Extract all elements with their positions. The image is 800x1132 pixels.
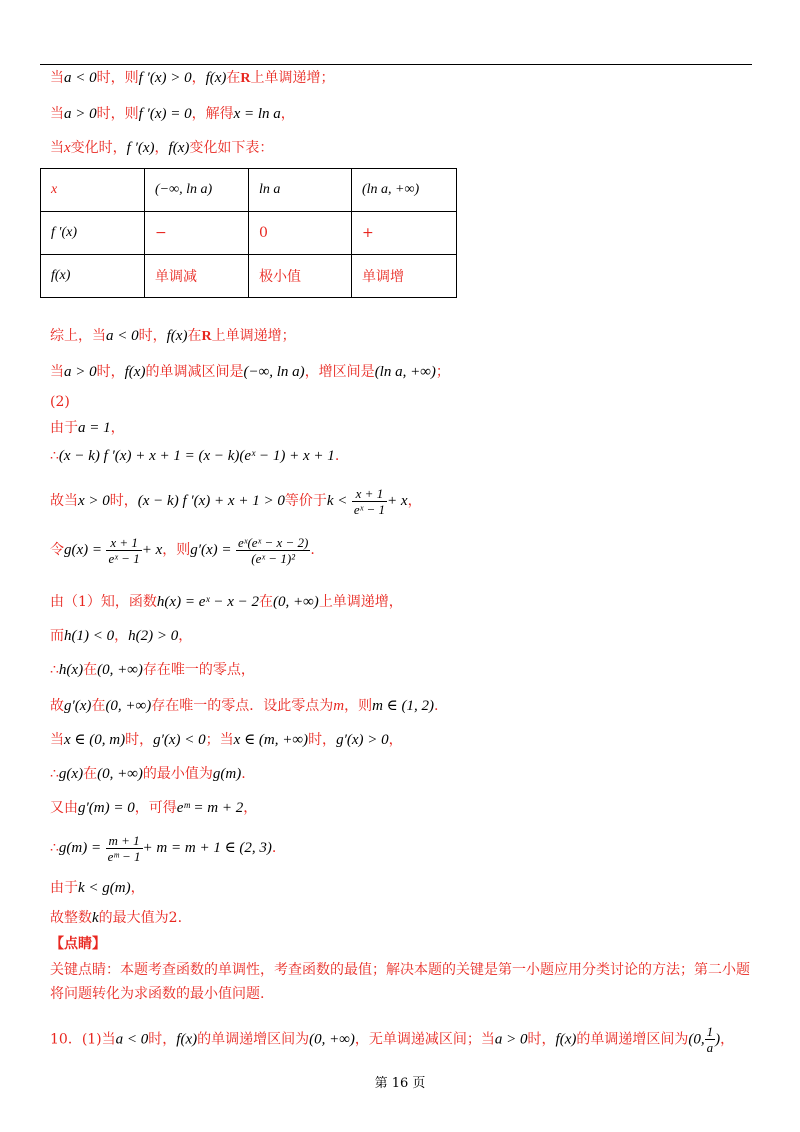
part-2-label: (2) xyxy=(50,394,70,410)
text: 故 xyxy=(50,698,64,714)
table-cell: + xyxy=(352,212,457,255)
math: a < 0 xyxy=(106,328,139,344)
text: 时， xyxy=(148,1031,177,1048)
part2-line-11 xyxy=(50,798,257,818)
fraction xyxy=(236,535,310,566)
numerator: eˣ(eˣ − x − 2) xyxy=(238,534,309,550)
numerator: x + 1 xyxy=(352,486,387,502)
math: x xyxy=(64,140,71,156)
question-10-line xyxy=(50,1024,734,1055)
text: 上单调递增； xyxy=(250,70,335,86)
text: 的最大值为2. xyxy=(98,910,183,926)
part2-line-7 xyxy=(50,660,255,680)
text: 故整数 xyxy=(50,910,92,926)
math: f ′(x) > 0 xyxy=(138,70,192,86)
text: ， xyxy=(130,880,145,896)
text: 由（1）知，函数 xyxy=(50,594,157,610)
part2-line-1 xyxy=(50,418,125,438)
text: 时， xyxy=(527,1031,556,1048)
text: ， xyxy=(243,800,258,816)
text: 由于 xyxy=(50,880,78,896)
text: 时， xyxy=(138,328,167,344)
text: 在 xyxy=(83,662,98,678)
math: g′(x) xyxy=(64,698,92,714)
text: . xyxy=(334,448,340,464)
math: (0, +∞) xyxy=(97,662,143,678)
numerator: x + 1 xyxy=(106,535,141,551)
therefore-symbol: ∴ xyxy=(50,766,59,782)
text: ， xyxy=(110,420,125,436)
text: . xyxy=(271,840,277,856)
text: 故当 xyxy=(50,493,78,509)
part2-line-6 xyxy=(50,626,192,646)
math: x = ln a xyxy=(233,106,281,122)
fraction xyxy=(106,833,143,864)
math: h(2) > 0 xyxy=(128,628,179,644)
table-cell: 单调减 xyxy=(145,255,249,298)
comment-title: 【点睛】 xyxy=(50,936,106,952)
math: h(x) xyxy=(58,662,84,678)
text: ， xyxy=(191,70,206,86)
math: g(m) = xyxy=(58,840,102,856)
summary-line-2 xyxy=(50,362,450,382)
text: 的最小值为 xyxy=(142,766,213,782)
math: a < 0 xyxy=(115,1031,149,1048)
table-row xyxy=(41,255,457,298)
denominator: eᵐ − 1 xyxy=(107,848,141,864)
page-number: 第 16 页 xyxy=(374,1076,426,1091)
math: + m = m + 1 ∈ (2, 3) xyxy=(142,840,272,856)
text: ；当 xyxy=(205,732,234,748)
math: a < 0 xyxy=(64,70,97,86)
text: 而 xyxy=(50,628,64,644)
text: 在 xyxy=(187,328,202,344)
denominator: eˣ − 1 xyxy=(353,501,386,517)
math: m ∈ (1, 2) xyxy=(372,698,435,714)
math: g(x) xyxy=(58,766,84,782)
text: 在 xyxy=(83,766,98,782)
part2-line-5 xyxy=(50,592,403,612)
math: (ln a, +∞) xyxy=(374,364,436,380)
text: ， xyxy=(407,493,422,509)
table-row xyxy=(41,212,457,255)
text: ，无单调递减区间；当 xyxy=(354,1031,495,1048)
table-cell: − xyxy=(145,212,249,255)
text: 存在唯一的零点， xyxy=(142,662,255,678)
text: 时， xyxy=(96,364,125,380)
math: x > 0 xyxy=(78,493,110,509)
text: 当 xyxy=(50,732,64,748)
text: 变化如下表： xyxy=(189,140,274,156)
math: + x xyxy=(387,493,408,509)
solution-line-1 xyxy=(50,68,335,89)
table-row xyxy=(41,169,457,212)
text: 时，则 xyxy=(96,70,139,86)
solution-line-2 xyxy=(50,104,295,124)
math: f(x) xyxy=(168,140,190,156)
table-cell: 极小值 xyxy=(249,255,352,298)
text: 时，则 xyxy=(96,106,139,122)
math: g′(x) < 0 xyxy=(153,732,206,748)
solution-line-3 xyxy=(50,138,273,158)
math: f(x) xyxy=(124,364,146,380)
part2-line-2 xyxy=(50,446,339,466)
part2-line-4 xyxy=(50,530,315,570)
math: g′(m) = 0 xyxy=(78,800,135,816)
text: 当 xyxy=(50,364,64,380)
math: f ′(x) = 0 xyxy=(138,106,192,122)
therefore-symbol: ∴ xyxy=(50,448,59,464)
text: ，解得 xyxy=(191,106,234,122)
denominator: a xyxy=(706,1040,714,1055)
top-rule xyxy=(40,64,752,65)
text: 10．(1)当 xyxy=(50,1031,116,1048)
text: 当 xyxy=(50,140,64,156)
math: k xyxy=(92,910,99,926)
math: m xyxy=(333,698,345,714)
text: ，则 xyxy=(162,542,191,558)
table-cell: 0 xyxy=(249,212,352,255)
math: a > 0 xyxy=(494,1031,528,1048)
real-set-symbol: R xyxy=(201,329,212,344)
table-cell: (−∞, ln a) xyxy=(145,169,249,212)
text: 又由 xyxy=(50,800,78,816)
math: f(x) xyxy=(176,1031,198,1048)
therefore-symbol: ∴ xyxy=(50,662,59,678)
text: 上单调递增； xyxy=(211,328,296,344)
part2-line-9 xyxy=(50,730,403,750)
text: ； xyxy=(435,364,450,380)
text: 的单调递增区间为 xyxy=(576,1031,689,1048)
table-cell: f ′(x) xyxy=(41,212,145,255)
math: g′(x) > 0 xyxy=(336,732,389,748)
math: k < g(m) xyxy=(78,880,131,896)
math: f(x) xyxy=(555,1031,577,1048)
math: (0, +∞) xyxy=(97,766,143,782)
text: 时， xyxy=(125,732,154,748)
summary-line-1 xyxy=(50,326,296,347)
math: a > 0 xyxy=(64,106,97,122)
text: . xyxy=(310,542,315,558)
text: 在 xyxy=(226,70,241,86)
text: 令 xyxy=(50,542,64,558)
fraction xyxy=(106,535,141,566)
math: eᵐ = m + 2 xyxy=(176,800,244,816)
math: f(x) xyxy=(166,328,188,344)
text: 上单调递增， xyxy=(318,594,403,610)
part2-line-10 xyxy=(50,764,246,784)
variation-table xyxy=(40,168,457,298)
math: f ′(x) xyxy=(126,140,155,156)
text: ， xyxy=(280,106,295,122)
math: h(1) < 0 xyxy=(64,628,115,644)
text: 当 xyxy=(50,70,64,86)
text: 存在唯一的零点．设此零点为 xyxy=(151,698,334,714)
math: (0, +∞) xyxy=(273,594,319,610)
text: 时， xyxy=(109,493,138,509)
text: 当 xyxy=(50,106,64,122)
text: ， xyxy=(114,628,129,644)
math: (x − k) f ′(x) + x + 1 > 0 xyxy=(137,493,285,509)
math: (x − k) f ′(x) + x + 1 = (x − k)(eˣ − 1) + x + 1 xyxy=(58,448,335,464)
table-cell: 单调增 xyxy=(352,255,457,298)
part2-line-3 xyxy=(50,484,422,518)
math: a > 0 xyxy=(64,364,97,380)
text: ， xyxy=(178,628,193,644)
math: (−∞, ln a) xyxy=(243,364,305,380)
text: 时， xyxy=(308,732,337,748)
part2-line-12 xyxy=(50,830,276,866)
table-cell: ln a xyxy=(249,169,352,212)
text: 等价于 xyxy=(284,493,327,509)
text: ，可得 xyxy=(134,800,177,816)
text: ，增区间是 xyxy=(304,364,375,380)
math: k < xyxy=(326,493,348,509)
therefore-symbol: ∴ xyxy=(50,840,59,856)
numerator: 1 xyxy=(706,1024,714,1039)
table-cell: (ln a, +∞) xyxy=(352,169,457,212)
text: 在 xyxy=(259,594,273,610)
table-cell: f(x) xyxy=(41,255,145,298)
math: f(x) xyxy=(205,70,227,86)
denominator: eˣ − 1 xyxy=(108,550,140,566)
part2-line-13 xyxy=(50,878,145,898)
text: . xyxy=(434,698,439,714)
math: x ∈ (0, m) xyxy=(64,732,126,748)
text: ， xyxy=(388,732,403,748)
text: . xyxy=(241,766,246,782)
math: (0, +∞) xyxy=(105,698,152,714)
text: ， xyxy=(154,140,169,156)
numerator: m + 1 xyxy=(106,833,143,849)
denominator: (eˣ − 1)² xyxy=(251,550,296,566)
math: + x xyxy=(141,542,163,558)
math: ) xyxy=(715,1031,721,1048)
math: a = 1 xyxy=(78,420,111,436)
text: 由于 xyxy=(50,420,78,436)
text: ，则 xyxy=(344,698,373,714)
math: g(x) = xyxy=(64,542,103,558)
text: ， xyxy=(720,1031,735,1048)
table-cell: x xyxy=(41,169,145,212)
fraction xyxy=(352,486,387,517)
real-set-symbol: R xyxy=(240,71,251,86)
math: x ∈ (m, +∞) xyxy=(233,732,309,748)
part2-line-14 xyxy=(50,908,182,928)
math: (0, +∞) xyxy=(309,1031,355,1048)
math: h(x) = eˣ − x − 2 xyxy=(156,594,259,610)
text: 在 xyxy=(91,698,106,714)
math: g(m) xyxy=(212,766,242,782)
text: 的单调递增区间为 xyxy=(197,1031,310,1048)
comment-body: 关键点睛：本题考查函数的单调性，考查函数的最值；解决本题的关键是第一小题应用分类讨论的方法；第二小题将问题转化为求函数的最小值问题. xyxy=(50,962,750,1002)
text: 变化时， xyxy=(70,140,127,156)
part2-line-8 xyxy=(50,696,438,716)
text: 的单调减区间是 xyxy=(145,364,244,380)
math: (0, xyxy=(688,1031,705,1048)
fraction xyxy=(705,1024,716,1055)
text: 综上，当 xyxy=(50,328,106,344)
math: g′(x) = xyxy=(190,542,232,558)
